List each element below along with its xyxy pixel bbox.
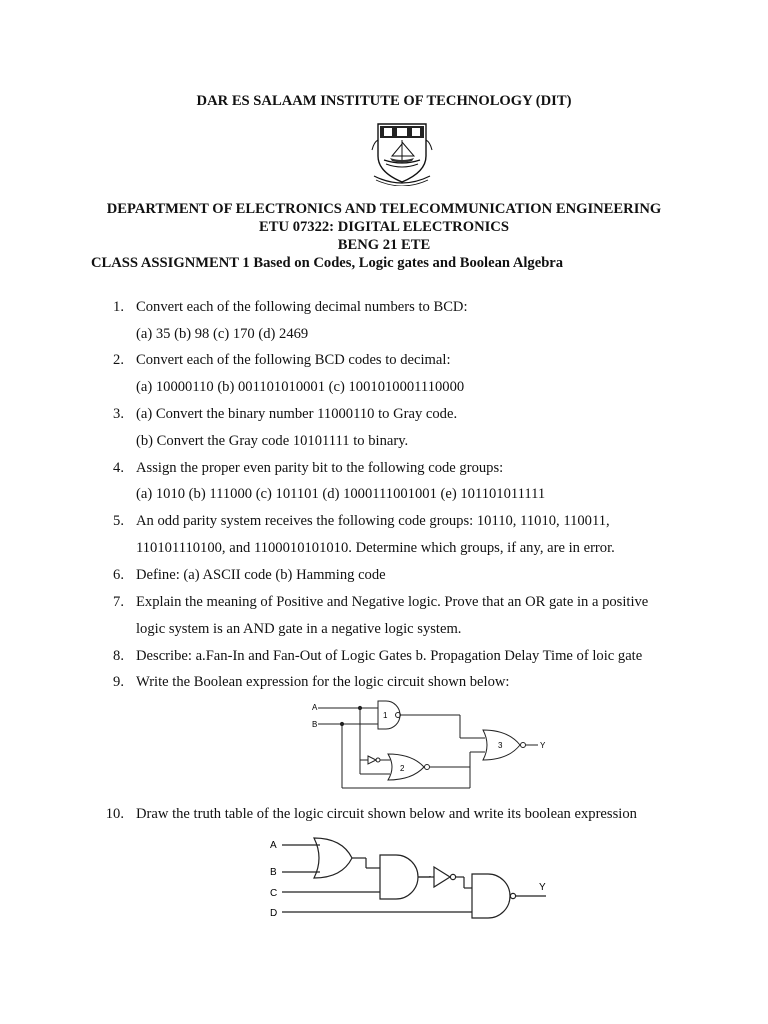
institute-title: DAR ES SALAAM INSTITUTE OF TECHNOLOGY (DIT)	[196, 93, 572, 109]
question-text: Describe: a.Fan-In and Fan-Out of Logic Gates b. Propagation Delay Time of loic gate	[136, 648, 643, 664]
question-number: 10.	[105, 806, 124, 822]
class-title: BENG 21 ETE	[337, 237, 431, 253]
question-text: An odd parity system receives the following code groups: 10110, 11010, 110011,	[136, 513, 610, 529]
gate-3-label: 3	[498, 741, 503, 750]
question-text: Draw the truth table of the logic circuit shown below and write its boolean expression	[136, 806, 637, 822]
question-text: (a) 1010 (b) 111000 (c) 101101 (d) 1000111001001 (e) 101101011111	[136, 486, 546, 502]
input-b-label: B	[312, 720, 318, 729]
logic-circuit-q9	[300, 696, 560, 792]
question-number: 7.	[113, 594, 124, 610]
question-text: (a) 35 (b) 98 (c) 170 (d) 2469	[136, 326, 309, 342]
question-text: Convert each of the following BCD codes to decimal:	[136, 352, 451, 368]
question-text: logic system is an AND gate in a negative logic system.	[136, 621, 462, 637]
gate-2-label: 2	[400, 764, 405, 773]
question-number: 6.	[113, 567, 124, 583]
question-text: Explain the meaning of Positive and Negative logic. Prove that an OR gate in a positive	[136, 594, 649, 610]
question-number: 3.	[113, 406, 124, 422]
input-a-label: A	[312, 703, 318, 712]
question-number: 4.	[113, 460, 124, 476]
question-text: (a) Convert the binary number 11000110 to Gray code.	[136, 406, 458, 422]
question-text: Assign the proper even parity bit to the following code groups:	[136, 460, 504, 476]
assignment-title: CLASS ASSIGNMENT 1 Based on Codes, Logic gates and Boolean Algebra	[91, 255, 564, 271]
input-c-label: C	[270, 888, 278, 899]
question-text: (b) Convert the Gray code 10101111 to binary.	[136, 433, 409, 449]
input-d-label: D	[270, 908, 278, 919]
question-text: (a) 10000110 (b) 001101010001 (c) 1001010001110000	[136, 379, 465, 395]
question-text: 110101110100, and 1100010101010. Determine which groups, if any, are in error.	[136, 540, 615, 556]
output-y-label: Y	[540, 741, 546, 750]
output-y-label: Y	[539, 882, 546, 893]
question-number: 9.	[113, 674, 124, 690]
question-number: 2.	[113, 352, 124, 368]
logic-circuit-q10	[262, 830, 562, 926]
question-number: 8.	[113, 648, 124, 664]
question-text: Define: (a) ASCII code (b) Hamming code	[136, 567, 386, 583]
dit-crest-logo	[370, 120, 434, 186]
question-number: 1.	[113, 299, 124, 315]
question-number: 5.	[113, 513, 124, 529]
question-text: Write the Boolean expression for the logic circuit shown below:	[136, 674, 510, 690]
course-title: ETU 07322: DIGITAL ELECTRONICS	[259, 219, 509, 235]
department-title: DEPARTMENT OF ELECTRONICS AND TELECOMMUNICATION ENGINEERING	[106, 201, 662, 217]
gate-1-label: 1	[383, 711, 388, 720]
question-text: Convert each of the following decimal numbers to BCD:	[136, 299, 468, 315]
input-b-label: B	[270, 867, 277, 878]
input-a-label: A	[270, 840, 277, 851]
